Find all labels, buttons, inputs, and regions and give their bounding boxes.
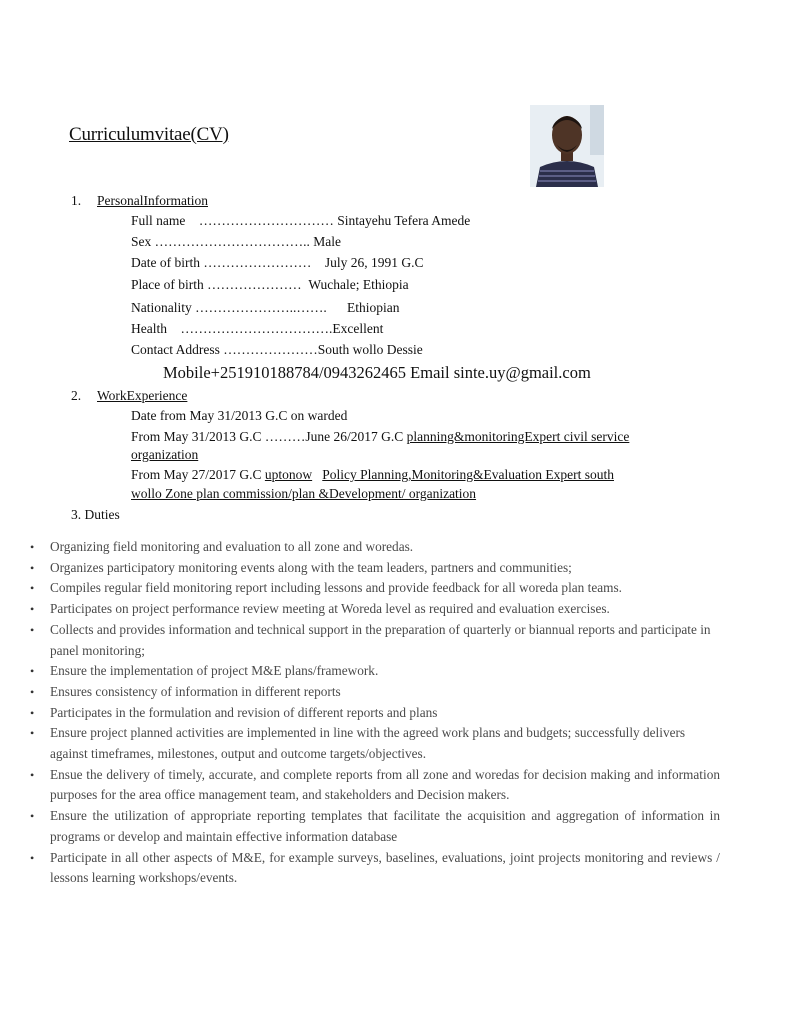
work-entry-3 (131, 467, 614, 483)
list-item: • Ensures consistency of information in different reports (30, 682, 720, 703)
field-value: Male (313, 234, 341, 249)
field-dots: …………………… (203, 255, 312, 270)
list-item: • Participate in all other aspects of M&E, for example surveys, baselines, evaluations, joint projects monitoring and reviews / lessons learning workshops/events. (30, 848, 720, 889)
list-item: • Participates on project performance review meeting at Woreda level as required and evaluation exercises. (30, 599, 720, 620)
section-number: 1. (71, 193, 82, 208)
field-contact-address (131, 342, 423, 358)
duties-list (30, 537, 720, 889)
field-value: July 26, 1991 G.C (324, 255, 424, 270)
field-date-of-birth (131, 255, 424, 271)
list-item: • Ensure project planned activities are implemented in line with the agreed work plans and budgets; successfully delivers against timeframes, milestones, output and outcome targets/objectives. (30, 723, 720, 764)
field-value: Excellent (332, 321, 384, 336)
field-label: Health (131, 321, 167, 336)
field-dots: …………………..……. (195, 300, 327, 315)
work-upto: uptonow (264, 467, 313, 482)
section-work-heading (71, 388, 187, 404)
field-label: Contact Address (131, 342, 220, 357)
section-number: 2. (71, 388, 82, 403)
profile-photo (530, 105, 604, 187)
field-label: Nationality (131, 300, 192, 315)
work-entry-2 (131, 429, 629, 445)
field-health (131, 321, 383, 337)
field-value: Ethiopian (347, 300, 400, 315)
work-dates: From May 27/2017 G.C (131, 467, 265, 482)
field-dots: ………………… (223, 342, 318, 357)
mobile-email-line: Mobile+251910188784/0943262465 Email sinte.uy@gmail.com (163, 363, 591, 382)
field-dots: ………………… (207, 277, 302, 292)
field-sex (131, 234, 341, 250)
list-item: • Ensure the utilization of appropriate reporting templates that facilitate the acquisition and aggregation of information in programs or develop and maintain effective information database (30, 806, 720, 847)
list-item: • Ensure the implementation of project M&E plans/framework. (30, 661, 720, 682)
field-dots: ……………………………. (180, 321, 333, 336)
field-dots: ………………………… (198, 213, 338, 228)
section-title: PersonalInformation (97, 193, 208, 208)
list-item: • Organizing field monitoring and evaluation to all zone and woredas. (30, 537, 720, 558)
section-duties-heading: 3. Duties (71, 507, 120, 522)
work-entry-2-cont: organization (131, 447, 199, 462)
document-title: Curriculumvitae(CV) (69, 124, 229, 145)
work-entry-3-cont: wollo Zone plan commission/plan &Development/ organization (131, 486, 477, 501)
section-title: WorkExperience (97, 388, 188, 403)
field-label: Place of birth (131, 277, 204, 292)
field-value: Wuchale; Ethiopia (308, 277, 409, 292)
list-item: • Participates in the formulation and revision of different reports and plans (30, 703, 720, 724)
field-value: Sintayehu Tefera Amede (337, 213, 471, 228)
field-nationality (131, 300, 400, 316)
list-item: • Ensue the delivery of timely, accurate, and complete reports from all zone and woredas for decision making and information purposes for the area office management team, and stakeholders and Decision makers. (30, 765, 720, 806)
field-label: Full name (131, 213, 186, 228)
work-role: Policy Planning,Monitoring&Evaluation Expert south (322, 467, 614, 482)
field-dots: …………………………….. (154, 234, 314, 249)
work-entry-1: Date from May 31/2013 G.C on warded (131, 408, 348, 423)
field-full-name (131, 213, 470, 229)
field-value: South wollo Dessie (317, 342, 423, 357)
list-item: • Organizes participatory monitoring events along with the team leaders, partners and communities; (30, 558, 720, 579)
section-personal-heading (71, 193, 208, 209)
field-label: Date of birth (131, 255, 200, 270)
list-item: • Collects and provides information and technical support in the preparation of quarterly or biannual reports and participate in panel monitoring; (30, 620, 720, 661)
field-place-of-birth (131, 277, 409, 293)
work-dates: From May 31/2013 G.C ………June 26/2017 G.C (131, 429, 407, 444)
list-item: • Compiles regular field monitoring report including lessons and provide feedback for all woreda plan teams. (30, 578, 720, 599)
work-role: planning&monitoringExpert civil service (406, 429, 630, 444)
field-label: Sex (131, 234, 152, 249)
